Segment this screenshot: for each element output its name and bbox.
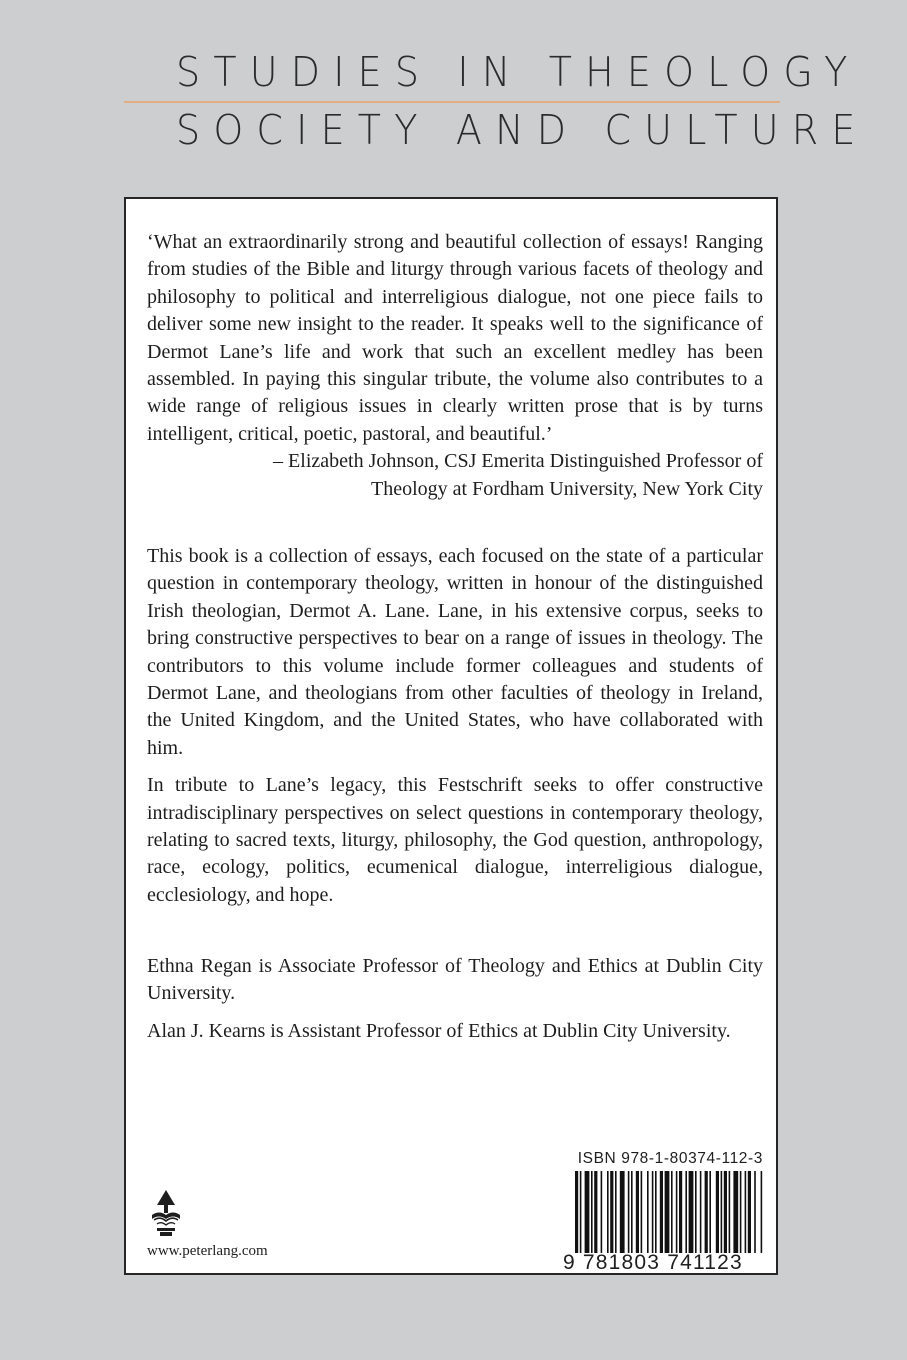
- barcode-icon: [563, 1171, 763, 1253]
- publisher-block: [147, 1189, 277, 1260]
- series-title-line-1: STUDIES IN THEOLOGY: [176, 48, 861, 96]
- peter-lang-tree-logo-icon: [149, 1189, 183, 1237]
- editor-bio-1: Ethna Regan is Associate Professor of Theology and Ethics at Dublin City University.: [147, 955, 763, 1005]
- series-divider: [124, 101, 780, 103]
- barcode-digits: 9 781803 741123: [563, 1251, 743, 1274]
- endorsement: [147, 229, 763, 503]
- attribution-line-2: Theology at Fordham University, New York City: [370, 477, 763, 500]
- publisher-website[interactable]: www.peterlang.com: [147, 1243, 268, 1259]
- editor-bios: [147, 953, 763, 1045]
- isbn-label: ISBN 978-1-80374-112-3: [577, 1150, 763, 1167]
- book-description: [147, 543, 763, 909]
- description-paragraph-1: This book is a collection of essays, each focused on the state of a particular question in contemporary theology, written in honour of the distinguished Irish theologian, Dermot A. Lane. Lane, in his extensive corpus, seeks to bring constructive perspectives to bear on a range of issues in theology. The contributors to this volume include former colleagues and students of Dermot Lane, and theologians from other faculties of theology in Ireland, the United Kingdom, and the United States, who have collaborated with him.: [147, 545, 763, 759]
- endorsement-quote: ‘What an extraordinarily strong and beautiful collection of essays! Ranging from studies of the Bible and liturgy through various facets of theology and philosophy to political and interreligious dialogue, not one piece fails to deliver some new insight to the reader. It speaks well to the significance of Dermot Lane’s life and work that such an excellent medley has been assembled. In paying this singular tribute, the volume also contributes to a wide range of religious issues in clearly written prose that is by turns intelligent, critical, poetic, pastoral, and beautiful.’: [147, 231, 763, 445]
- back-cover-panel: [124, 197, 778, 1275]
- series-title-line-2: SOCIETY AND CULTURE: [176, 106, 869, 154]
- editor-bio-2: Alan J. Kearns is Assistant Professor of Ethics at Dublin City University.: [147, 1019, 731, 1042]
- isbn-barcode-block: [563, 1150, 763, 1275]
- attribution-line-1: – Elizabeth Johnson, CSJ Emerita Distinguished Professor of: [273, 450, 763, 473]
- description-paragraph-2: In tribute to Lane’s legacy, this Festschrift seeks to offer constructive intradisciplinary perspectives on select questions in contemporary theology, relating to sacred texts, liturgy, philosophy, the God question, anthropology, race, ecology, politics, ecumenical dialogue, interreligious dialogue, ecclesiology, and hope.: [147, 774, 763, 906]
- endorsement-attribution: [147, 448, 763, 503]
